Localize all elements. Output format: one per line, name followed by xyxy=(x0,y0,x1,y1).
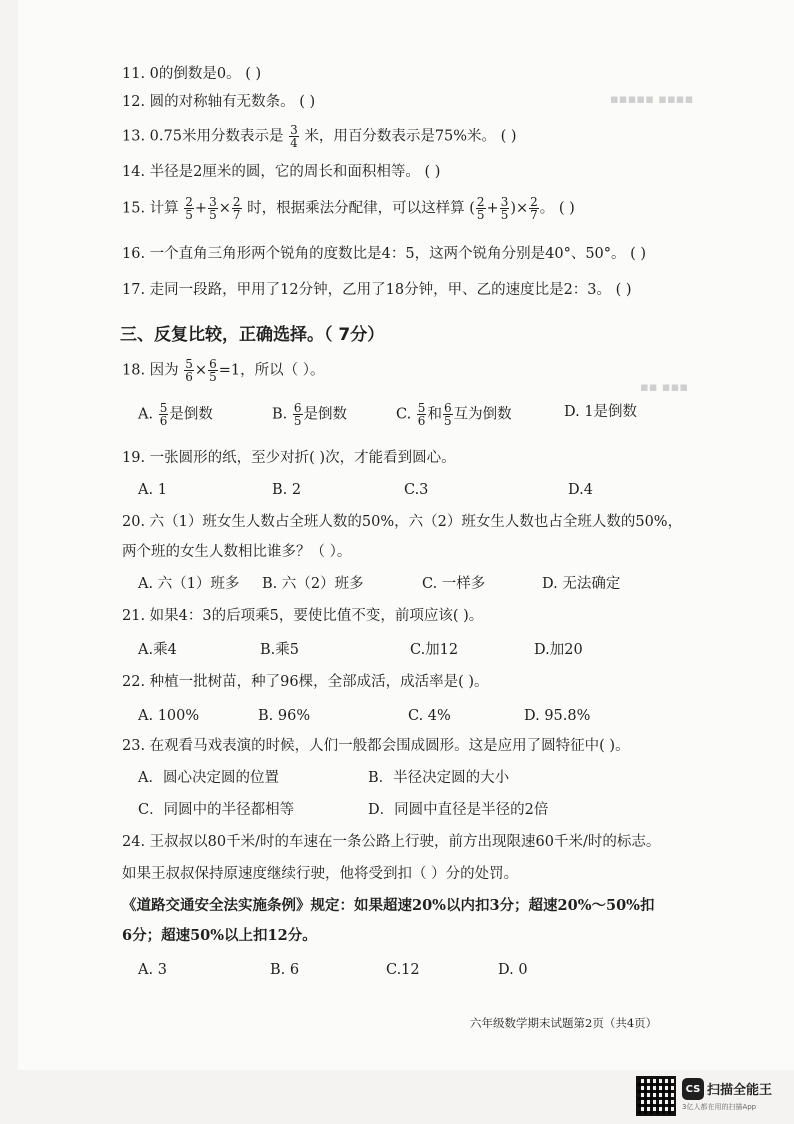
section-3-heading: 三、反复比较，正确选择。（ 7分） xyxy=(120,325,385,345)
option-c[interactable]: C. $\frac{5}{6}$ 和 $\frac{6}{5}$ 互为倒数 xyxy=(396,401,512,428)
option-b[interactable]: B. 六（2）班多 xyxy=(262,576,364,592)
camscanner-brand: 扫描全能王 xyxy=(707,1083,773,1098)
option-a[interactable]: A. $\frac{5}{6}$ 是倒数 xyxy=(138,401,213,428)
option-a[interactable]: A. 100% xyxy=(138,708,200,724)
option-d[interactable]: D. 无法确定 xyxy=(542,576,621,592)
option-c[interactable]: C. 4% xyxy=(408,708,451,724)
traffic-rule-line-1: 《道路交通安全法实施条例》规定：如果超速20%以内扣3分；超速20%～50%扣 xyxy=(122,897,655,914)
option-d[interactable]: D. 1是倒数 xyxy=(564,404,638,420)
option-c[interactable]: C.12 xyxy=(386,962,420,978)
question-21: 21. 如果4：3的后项乘5，要使比值不变，前项应该( )。 xyxy=(122,608,484,624)
option-a[interactable]: A.乘4 xyxy=(138,642,177,658)
option-c[interactable]: C.3 xyxy=(404,482,429,498)
question-18: 18. 因为 $\frac{5}{6}$ × $\frac{6}{5}$ =1，所以（ ）。 xyxy=(122,357,325,384)
traffic-rule-line-2: 6分；超速50%以上扣12分。 xyxy=(122,927,317,944)
page-footer: 六年级数学期末试题第2页（共4页） xyxy=(470,1016,658,1030)
fraction: $\frac{3}{4}$ xyxy=(290,123,298,150)
question-22: 22. 种植一批树苗，种了96棵，全部成活，成活率是( )。 xyxy=(122,674,489,690)
question-15: 15. 计算 $\frac{2}{5}$ + $\frac{3}{5}$ × $\frac{2}{7}$ 时，根据乘法分配律，可以这样算 ( $\frac{2}{5}$ + $\frac{3}{5}$ )× $\frac{2}{7}$ 。 ( ) xyxy=(122,195,575,222)
bleed-through-text: ▪▪▪▪▪ ▪▪▪▪ xyxy=(610,92,694,107)
option-a[interactable]: A. 3 xyxy=(138,962,167,978)
option-b[interactable]: B. $\frac{6}{5}$ 是倒数 xyxy=(272,401,348,428)
bleed-through-text: ▪▪ ▪▪▪ xyxy=(640,380,689,395)
question-13: 13. 0.75米用分数表示是 $\frac{3}{4}$ 米，用百分数表示是75%米。 ( ) xyxy=(122,123,517,150)
question-17: 17. 走同一段路，甲用了12分钟，乙用了18分钟，甲、乙的速度比是2：3。 ( ) xyxy=(122,282,632,298)
qr-code-icon xyxy=(636,1076,676,1116)
option-c[interactable]: C. 一样多 xyxy=(422,576,486,592)
option-a[interactable]: A. 1 xyxy=(138,482,167,498)
camscanner-logo-icon: CS xyxy=(682,1078,704,1100)
question-24-line-1: 24. 王叔叔以80千米/时的车速在一条公路上行驶，前方出现限速60千米/时的标志。 xyxy=(122,834,661,850)
option-b[interactable]: B. 96% xyxy=(258,708,311,724)
question-20-line-2: 两个班的女生人数相比谁多？（ ）。 xyxy=(122,544,352,560)
option-a[interactable]: A. 六（1）班多 xyxy=(138,576,240,592)
question-14: 14. 半径是2厘米的圆，它的周长和面积相等。 ( ) xyxy=(122,164,441,180)
question-20-line-1: 20. 六（1）班女生人数占全班人数的50%，六（2）班女生人数也占全班人数的50%， xyxy=(122,514,683,530)
option-b[interactable]: B．半径决定圆的大小 xyxy=(368,770,510,786)
option-c[interactable]: C.加12 xyxy=(410,642,459,658)
option-b[interactable]: B. 2 xyxy=(272,482,302,498)
option-a[interactable]: A．圆心决定圆的位置 xyxy=(138,770,279,786)
option-d[interactable]: D. 0 xyxy=(498,962,528,978)
option-b[interactable]: B.乘5 xyxy=(260,642,299,658)
option-d[interactable]: D．同圆中直径是半径的2倍 xyxy=(368,802,549,818)
option-c[interactable]: C．同圆中的半径都相等 xyxy=(138,802,295,818)
camscanner-tagline: 3亿人都在用的扫描App xyxy=(682,1103,757,1111)
question-16: 16. 一个直角三角形两个锐角的度数比是4：5，这两个锐角分别是40°、50°。 ( ) xyxy=(122,246,647,262)
option-d[interactable]: D.加20 xyxy=(534,642,583,658)
question-12: 12. 圆的对称轴有无数条。 ( ) xyxy=(122,94,316,110)
option-d[interactable]: D.4 xyxy=(568,482,593,498)
question-23: 23. 在观看马戏表演的时候，人们一般都会围成圆形。这是应用了圆特征中( )。 xyxy=(122,738,630,754)
question-19: 19. 一张圆形的纸，至少对折( )次，才能看到圆心。 xyxy=(122,450,456,466)
option-d[interactable]: D. 95.8% xyxy=(524,708,591,724)
question-24-line-2: 如果王叔叔保持原速度继续行驶，他将受到扣（ ）分的处罚。 xyxy=(122,866,519,882)
option-b[interactable]: B. 6 xyxy=(270,962,300,978)
question-11: 11. 0的倒数是0。 ( ) xyxy=(122,66,262,82)
